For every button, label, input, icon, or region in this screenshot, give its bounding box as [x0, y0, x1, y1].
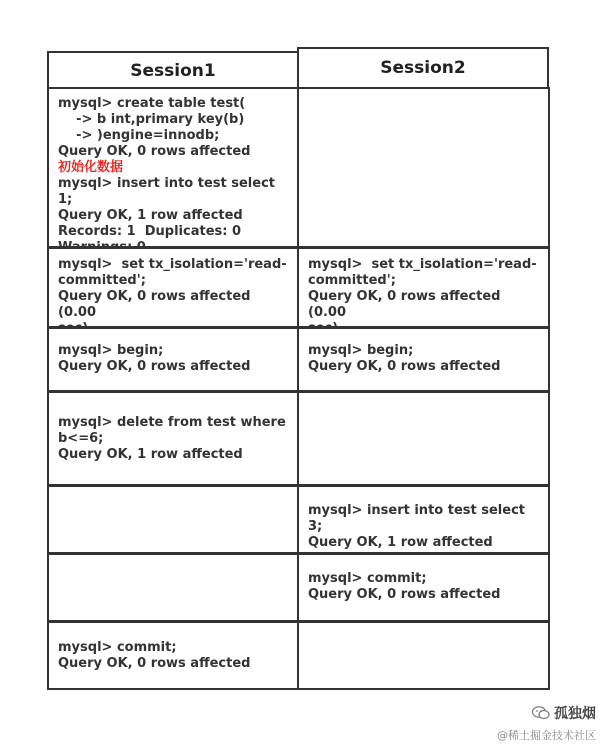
console-line: mysql> create table test( — [58, 96, 246, 111]
table-cell-session2 — [297, 87, 550, 248]
table-cell-session1 — [47, 87, 301, 248]
console-line: Query OK, 0 rows affected — [308, 359, 501, 374]
table-cell-session2 — [297, 485, 550, 554]
console-line: b<=6; — [58, 431, 104, 446]
console-line: mysql> delete from test where — [58, 415, 286, 430]
table-cell-session1 — [47, 553, 301, 622]
console-line: -> b int,primary key(b) — [58, 112, 245, 127]
console-line: Query OK, 0 rows affected — [58, 656, 251, 671]
console-line: Query OK, 0 rows affected (0.00 — [58, 289, 256, 320]
console-line: Query OK, 1 row affected — [308, 535, 493, 550]
watermark-account: 孤独烟 — [554, 706, 596, 722]
header-session1: Session1 — [47, 51, 299, 89]
table-cell-session1 — [47, 391, 301, 486]
console-line: Query OK, 0 rows affected (0.00 — [308, 289, 506, 320]
console-line: Query OK, 0 rows affected — [308, 587, 501, 602]
console-line: Query OK, 1 row affected — [58, 447, 243, 462]
watermark — [497, 703, 596, 743]
console-line: mysql> commit; — [308, 571, 427, 586]
console-line: committed'; — [58, 273, 146, 288]
console-line: Query OK, 1 row affected — [58, 208, 243, 223]
console-line: mysql> begin; — [308, 343, 414, 358]
table-cell-session1 — [47, 327, 301, 392]
console-line: mysql> insert into test select 3; — [308, 503, 530, 534]
console-line: mysql> set tx_isolation='read- — [58, 257, 287, 272]
console-line: committed'; — [308, 273, 396, 288]
watermark-site: @稀土掘金技术社区 — [497, 729, 596, 742]
console-line: mysql> commit; — [58, 640, 177, 655]
table-cell-session1 — [47, 621, 301, 690]
table-cell-session1 — [47, 485, 301, 554]
table-cell-session2 — [297, 391, 550, 486]
init-data-label: 初始化数据 — [58, 160, 124, 175]
wechat-icon — [532, 706, 550, 720]
console-line: Records: 1 Duplicates: 0 — [58, 224, 242, 239]
console-line: mysql> insert into test select 1; — [58, 176, 280, 207]
console-line: mysql> begin; — [58, 343, 164, 358]
console-line: mysql> set tx_isolation='read- — [308, 257, 537, 272]
header-session2: Session2 — [297, 47, 549, 89]
console-line: Query OK, 0 rows affected — [58, 359, 251, 374]
console-line: Query OK, 0 rows affected — [58, 144, 251, 159]
table-cell-session1 — [47, 247, 301, 328]
table-cell-session2 — [297, 247, 550, 328]
table-cell-session2 — [297, 553, 550, 622]
table-cell-session2 — [297, 621, 550, 690]
console-line: -> )engine=innodb; — [58, 128, 220, 143]
table-cell-session2 — [297, 327, 550, 392]
